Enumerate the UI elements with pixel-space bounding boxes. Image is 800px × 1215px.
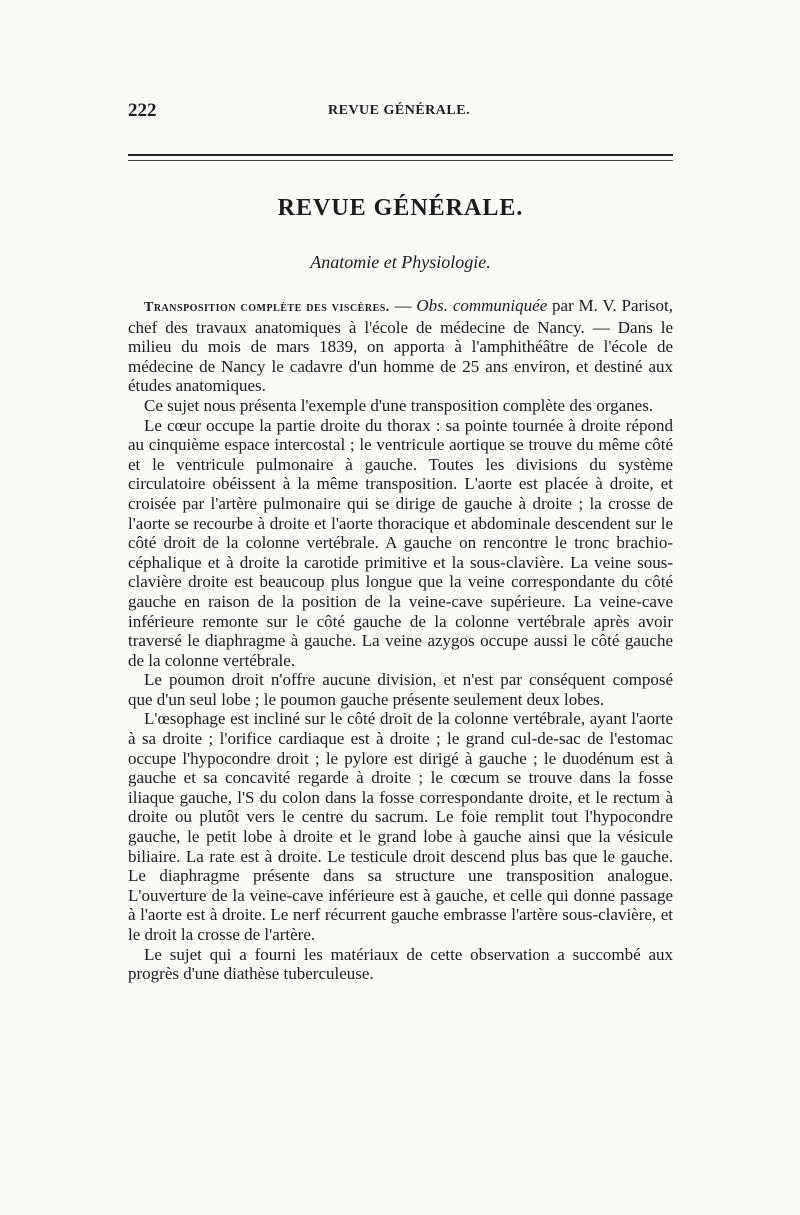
article-paragraph: Le cœur occupe la partie droite du thorax : sa pointe tournée à droite répond au cinquième espace intercostal ; le ventricule aortique se trouve du même côté et le ventricule pulmonaire à gauche. Toutes les divisions du système circulatoire obéissent à la même transposition. L'aorte est placée à droite, et croisée par l'artère pulmonaire qui se dirige de gauche à droite ; la crosse de l'aorte se recourbe à droite et l'aorte thoracique et abdominale descendent sur le côté droit de la colonne vertébrale. A gauche on rencontre le tronc brachio-céphalique et à droite la carotide primitive et la sous-clavière. La veine sous-clavière droite est beaucoup plus longue que la veine correspondante du côté gauche en raison de la position de la veine-cave supérieure. La veine-cave inférieure remonte sur le côté gauche de la colonne vertébrale après avoir traversé le diaphragme à gauche. La veine azygos occupe aussi le côté gauche de la colonne vertébrale. bbox=[128, 415, 673, 670]
section-title: REVUE GÉNÉRALE. bbox=[277, 195, 524, 221]
header-rule-thin bbox=[128, 160, 673, 161]
article-lead-obs: Obs. communiquée bbox=[416, 296, 548, 315]
section-subtitle: Anatomie et Physiologie. bbox=[310, 252, 491, 272]
page-number: 222 bbox=[128, 100, 157, 121]
article-body bbox=[128, 296, 673, 984]
article-paragraph: L'œsophage est incliné sur le côté droit de la colonne vertébrale, ayant l'aorte à sa droite ; l'orifice cardiaque est à droite ; le grand cul-de-sac de l'estomac occupe l'hypocondre droit ; le pylore est dirigé à gauche ; le duodénum est à gauche et sa concavité regarde à droite ; le cœcum se trouve dans la fosse iliaque gauche, l'S du colon dans la fosse correspondante droite, et le rectum à droite ou plutôt vers le centre du sacrum. Le foie remplit tout l'hypocondre gauche, le petit lobe à droite et le grand lobe à gauche ainsi que la vésicule biliaire. La rate est à droite. Le testicule droit descend plus bas que le gauche. Le diaphragme présente dans sa structure une transposition analogue. L'ouverture de la veine-cave inférieure est à gauche, et celle qui donne passage à l'aorte est à droite. Le nerf récurrent gauche embrasse l'artère sous-clavière, et le droit la crosse de l'artère. bbox=[128, 709, 673, 944]
running-title: REVUE GÉNÉRALE. bbox=[328, 103, 471, 118]
article-lead-paragraph bbox=[128, 296, 673, 396]
article-lead-dash: — bbox=[389, 296, 417, 315]
article-lead-rest: par M. V. Parisot, chef des travaux anatomiques à l'école de médecine de Nancy. — Dans le milieu du mois de mars 1839, on apporta à l'amphithéâtre de l'école de médecine de Nancy le cadavre d'un homme de 25 ans environ, et destiné aux études anatomiques. bbox=[128, 296, 673, 396]
running-head bbox=[128, 100, 673, 126]
article-paragraph: Le poumon droit n'offre aucune division, et n'est par conséquent composé que d'un seul lobe ; le poumon gauche présente seulement deux lobes. bbox=[128, 670, 673, 709]
article-lead-title: Transposition complète des viscères. bbox=[144, 300, 390, 315]
article-paragraph: Le sujet qui a fourni les matériaux de cette observation a succombé aux progrès d'une diathèse tuberculeuse. bbox=[128, 944, 673, 984]
header-rule-thick bbox=[128, 154, 673, 156]
article-paragraph: Ce sujet nous présenta l'exemple d'une transposition complète des organes. bbox=[144, 395, 654, 415]
